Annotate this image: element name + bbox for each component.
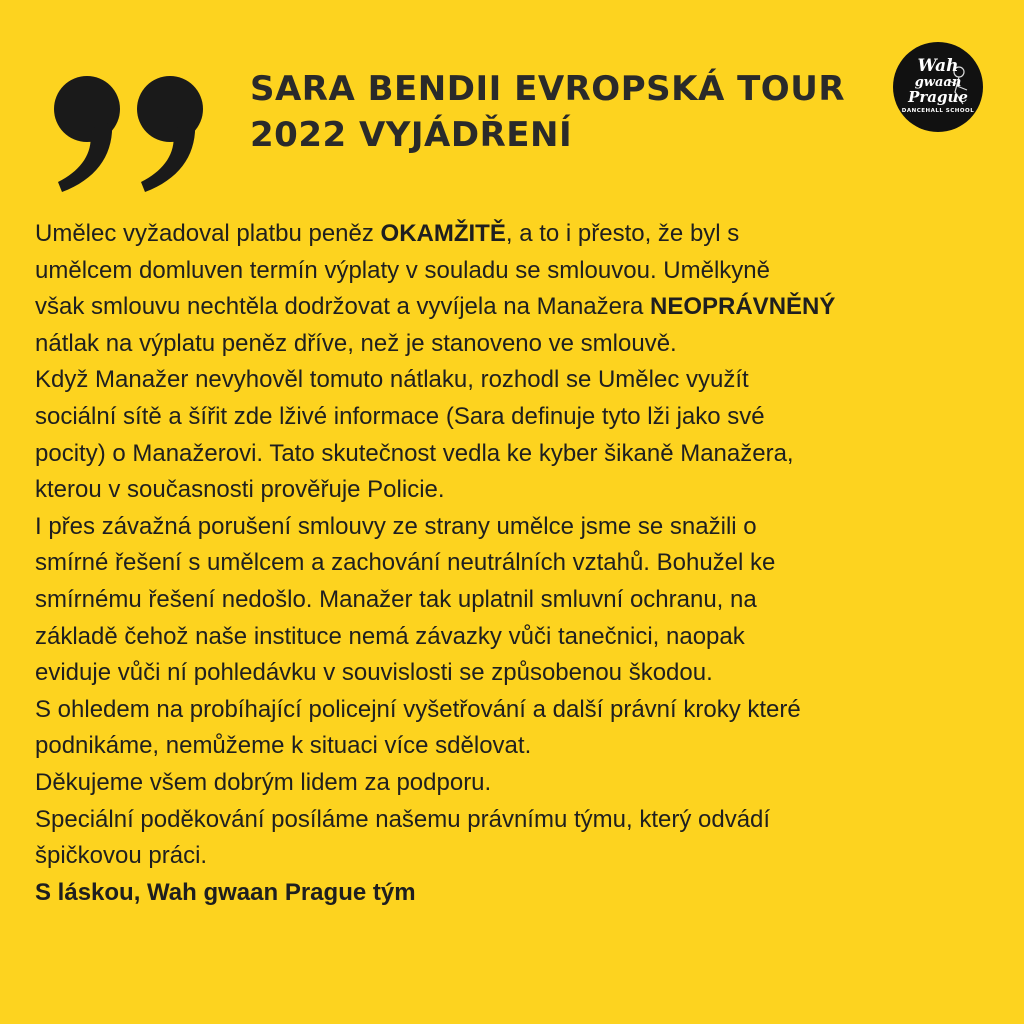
text-line: základě čehož naše instituce nemá závazky vůči tanečnici, naopak <box>35 622 745 650</box>
text-line: eviduje vůči ní pohledávku v souvislosti se způsobenou škodou. <box>35 659 713 687</box>
text-segment: Umělec vyžadoval platbu peněz <box>35 220 381 247</box>
text-segment: , a to i přesto, že byl s <box>505 220 740 247</box>
closing-quote-icon <box>52 74 212 192</box>
text-line: špičkovou práci. <box>35 842 208 870</box>
signature-line: S láskou, Wah gwaan Prague tým <box>35 878 416 906</box>
bold-text: OKAMŽITĚ <box>380 220 506 247</box>
text-line: S ohledem na probíhající policejní vyšetřování a další právní kroky které <box>35 695 801 723</box>
text-line <box>35 289 995 326</box>
text-line: smírné řešení s umělcem a zachování neutrálních vztahů. Bohužel ke <box>35 549 776 577</box>
text-line: umělcem domluven termín výplaty v souladu se smlouvou. Umělkyně <box>35 256 770 284</box>
title-line-1: SARA BENDII EVROPSKÁ TOUR <box>250 69 845 109</box>
text-line: nátlak na výplatu peněz dříve, než je stanoveno ve smlouvě. <box>35 329 677 357</box>
bold-text: NEOPRÁVNĚNÝ <box>650 293 836 321</box>
text-line: I přes závažná porušení smlouvy ze strany umělce jsme se snažili o <box>35 512 757 540</box>
logo-line-3: Prague <box>908 88 968 106</box>
page-title <box>250 66 870 158</box>
text-line: Když Manažer nevyhověl tomuto nátlaku, rozhodl se Umělec využít <box>35 366 749 394</box>
text-line: pocity) o Manažerovi. Tato skutečnost vedla ke kyber šikaně Manažera, <box>35 439 794 467</box>
text-line: sociální sítě a šířit zde lživé informace (Sara definuje tyto lži jako své <box>35 402 765 430</box>
logo-line-1: Wah <box>917 56 959 76</box>
logo-line-2: gwaan <box>914 75 962 90</box>
logo-line-4: DANCEHALL SCHOOL <box>901 108 975 114</box>
text-line: Děkujeme všem dobrým lidem za podporu. <box>35 768 492 796</box>
text-line: podnikáme, nemůžeme k situaci více sdělovat. <box>35 732 532 760</box>
text-line <box>35 216 995 253</box>
text-segment: však smlouvu nechtěla dodržovat a vyvíjela na Manažera <box>35 293 650 321</box>
title-line-2: 2022 VYJÁDŘENÍ <box>250 115 573 155</box>
statement-text <box>35 216 995 911</box>
text-line: smírnému řešení nedošlo. Manažer tak uplatnil smluvní ochranu, na <box>35 585 757 613</box>
text-line: Speciální poděkování posíláme našemu právnímu týmu, který odvádí <box>35 805 771 833</box>
text-line: kterou v současnosti prověřuje Policie. <box>35 476 445 504</box>
wah-gwaan-prague-logo <box>893 42 983 132</box>
